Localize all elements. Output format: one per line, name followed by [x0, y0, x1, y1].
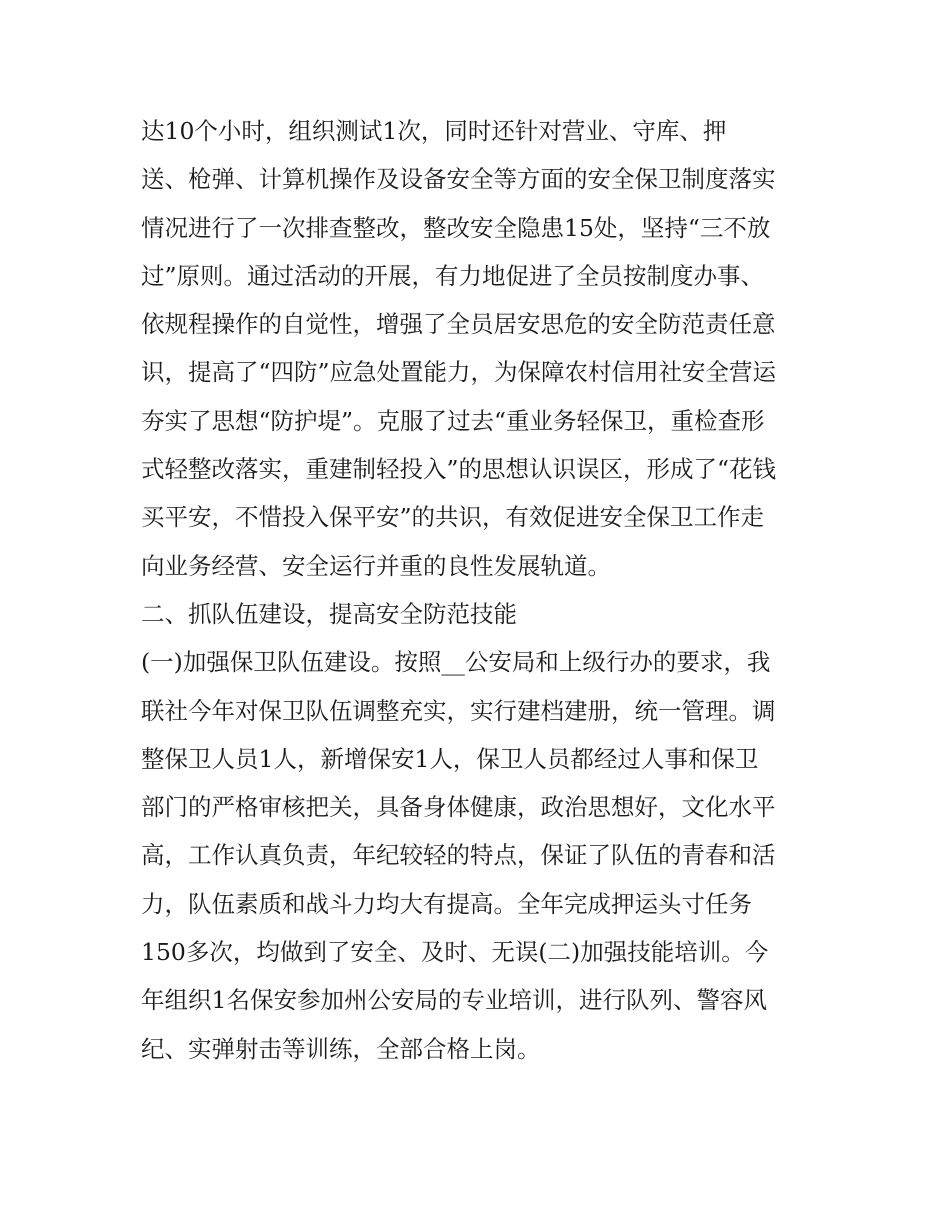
section-heading: 二、抓队伍建设，提高安全防范技能 — [141, 599, 517, 628]
text-line-4: 过”原则。通过活动的开展，有力地促进了全员按制度办事、 — [141, 261, 765, 290]
body-text — [141, 107, 821, 1073]
text-line-18: 150多次，均做到了安全、及时、无误(二)加强技能培训。今 — [141, 938, 769, 967]
text-line-15: 部门的严格审核把关，具备身体健康，政治思想好，文化水平 — [141, 793, 776, 822]
text-line-6: 识，提高了“四防”应急处置能力，为保障农村信用社安全营运 — [141, 358, 777, 387]
text-line-2: 送、枪弹、计算机操作及设备安全等方面的安全保卫制度落实 — [141, 165, 776, 194]
text-line-19: 年组织1名保安参加州公安局的专业培训，进行队列、警容风 — [141, 986, 767, 1015]
text-line-1: 达10个小时，组织测试1次，同时还针对营业、守库、押 — [141, 117, 727, 145]
text-line-13: 联社今年对保卫队伍调整充实，实行建档建册，统一管理。调 — [141, 696, 776, 725]
text-line-12: (一)加强保卫队伍建设。按照__公安局和上级行办的要求，我 — [141, 648, 771, 677]
text-line-8: 式轻整改落实，重建制轻投入”的思想认识误区，形成了“花钱 — [141, 455, 777, 484]
text-line-5: 依规程操作的自觉性，增强了全员居安思危的安全防范责任意 — [141, 310, 776, 339]
text-line-9: 买平安，不惜投入保平安”的共识，有效促进安全保卫工作走 — [141, 503, 765, 532]
text-line-10: 向业务经营、安全运行并重的良性发展轨道。 — [141, 551, 611, 580]
text-line-14: 整保卫人员1人，新增保安1人，保卫人员都经过人事和保卫 — [141, 744, 759, 773]
text-line-17: 力，队伍素质和战斗力均大有提高。全年完成押运头寸任务 — [141, 889, 752, 918]
text-line-20: 纪、实弹射击等训练，全部合格上岗。 — [141, 1034, 541, 1063]
text-line-3: 情况进行了一次排查整改，整改安全隐患15处，坚持“三不放 — [141, 213, 771, 242]
text-line-7: 夯实了思想“防护堤”。克服了过去“重业务轻保卫，重检查形 — [141, 406, 765, 435]
text-line-16: 高，工作认真负责，年纪较轻的特点，保证了队伍的青春和活 — [141, 841, 776, 870]
